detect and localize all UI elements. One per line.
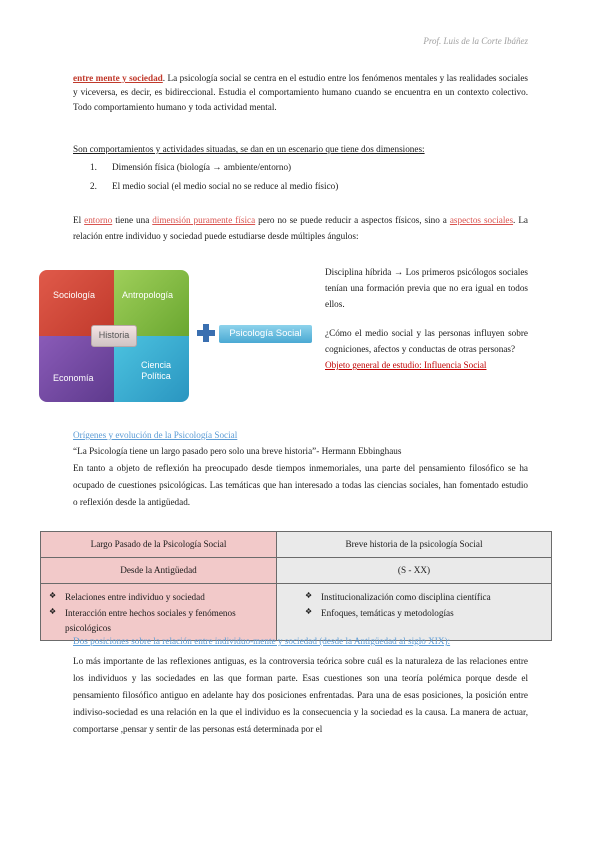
left-items-cell [41, 584, 277, 641]
center-historia: Historia [91, 325, 137, 347]
intro-highlight: entre mente y sociedad [73, 73, 163, 83]
period-right: (S - XX) [277, 558, 552, 584]
diamond-bullet-icon: ❖ [305, 591, 313, 600]
environment-paragraph: El entorno tiene una dimensión puramente física pero no se puede reducir a aspectos físicos, sino a aspectos sociales. La relación entre individuo y sociedad puede estudiarse desde múltiples ángulos: [73, 215, 529, 242]
list-item: ❖ Relaciones entre individuo y sociedad [49, 590, 268, 604]
list-item: 2. El medio social (el medio social no se reduce al medio físico) [90, 181, 339, 192]
side-objective: Objeto general de estudio: Influencia Social [325, 360, 487, 370]
dimensions-list [90, 158, 490, 196]
psicologia-social-box: Psicología Social [219, 325, 312, 343]
positions-heading: Dos posiciones sobre la relación entre individuo-mente y sociedad (desde la Antigüedad al siglo XIX): [73, 636, 451, 646]
intro-paragraph [73, 71, 528, 114]
origins-heading: Orígenes y evolución de la Psicología Social [73, 430, 238, 440]
dimension-fisica-link[interactable]: dimensión puramente física [152, 215, 256, 225]
intro-text: . La psicología social se centra en el estudio entre los fenómenos mentales y las realidades sociales y viceversa, es decir, es bidireccional. Estudia el comportamiento humano cuando se encuentra en un contexto colectivo. Todo comportamiento humano y toda actividad mental. [73, 73, 528, 112]
list-item: ❖ Institucionalización como disciplina científica [305, 590, 543, 604]
side-hybrid-text: Disciplina híbrida → Los primeros psicólogos sociales tenían una formación previa que no era igual en todos ellos. [325, 267, 528, 310]
diamond-bullet-icon: ❖ [305, 607, 313, 617]
plus-icon [197, 324, 215, 342]
quadrant-economia: Economía [39, 336, 114, 402]
table-row [41, 558, 552, 584]
author-header: Prof. Luis de la Corte Ibáñez [423, 36, 528, 46]
entorno-link[interactable]: entorno [84, 215, 113, 225]
diamond-bullet-icon: ❖ [49, 607, 57, 617]
list-item: ❖ Interacción entre hechos sociales y fenómenos psicológicos [49, 606, 268, 635]
dimensions-intro: Son comportamientos y actividades situadas, se dan en un escenario que tiene dos dimensiones: [73, 144, 425, 154]
period-left: Desde la Antigüedad [41, 558, 277, 584]
quadrant-ciencia-politica: Ciencia Política [114, 336, 189, 402]
history-table [40, 531, 552, 641]
diamond-bullet-icon: ❖ [49, 591, 57, 600]
side-question-text: ¿Cómo el medio social y las personas influyen sobre cogniciones, afectos y conductas de otras personas? [325, 328, 528, 355]
table-header-right: Breve historia de la psicología Social [277, 532, 552, 558]
origins-paragraph: En tanto a objeto de reflexión ha preocupado desde tiempos inmemoriales, una parte del pensamiento filosófico se ha ocupado de cuestiones psicológicas. Las temáticas que han interesado a todas las ciencias sociales, han fomentado estudio o reflexión desde la antigüedad. [73, 463, 528, 508]
positions-paragraph: Lo más importante de las reflexiones antiguas, es la controversia teórica sobre cuál es la naturaleza de las relaciones entre los individuos y las sociedades en las que forman parte. Esas cuestiones son una teoría polémica porque desde el pensamiento filosófico antiguo en adelante hay dos posiciones enfrentadas. Para una de esas posiciones, la posición entre indiviso-sociedad es una relación en la que el individuo es la consecuencia y la sociedad es la causa. La manera de actuar, comportarse ,pensar y sentir de las personas está determinada por el [73, 656, 528, 735]
table-header-left: Largo Pasado de la Psicología Social [41, 532, 277, 558]
table-row [41, 584, 552, 641]
list-item: ❖ Enfoques, temáticas y metodologías [305, 606, 543, 620]
origins-quote: “La Psicología tiene un largo pasado pero solo una breve historia”- Hermann Ebbinghaus [73, 446, 402, 456]
table-row [41, 532, 552, 558]
right-items-cell [277, 584, 552, 641]
list-item: 1. Dimensión física (biología → ambiente/entorno) [90, 162, 292, 173]
aspectos-sociales-link[interactable]: aspectos sociales [449, 215, 514, 225]
disciplines-diagram [39, 270, 189, 402]
quadrant-sociologia: Sociología [39, 270, 114, 336]
quadrant-antropologia: Antropología [114, 270, 189, 336]
